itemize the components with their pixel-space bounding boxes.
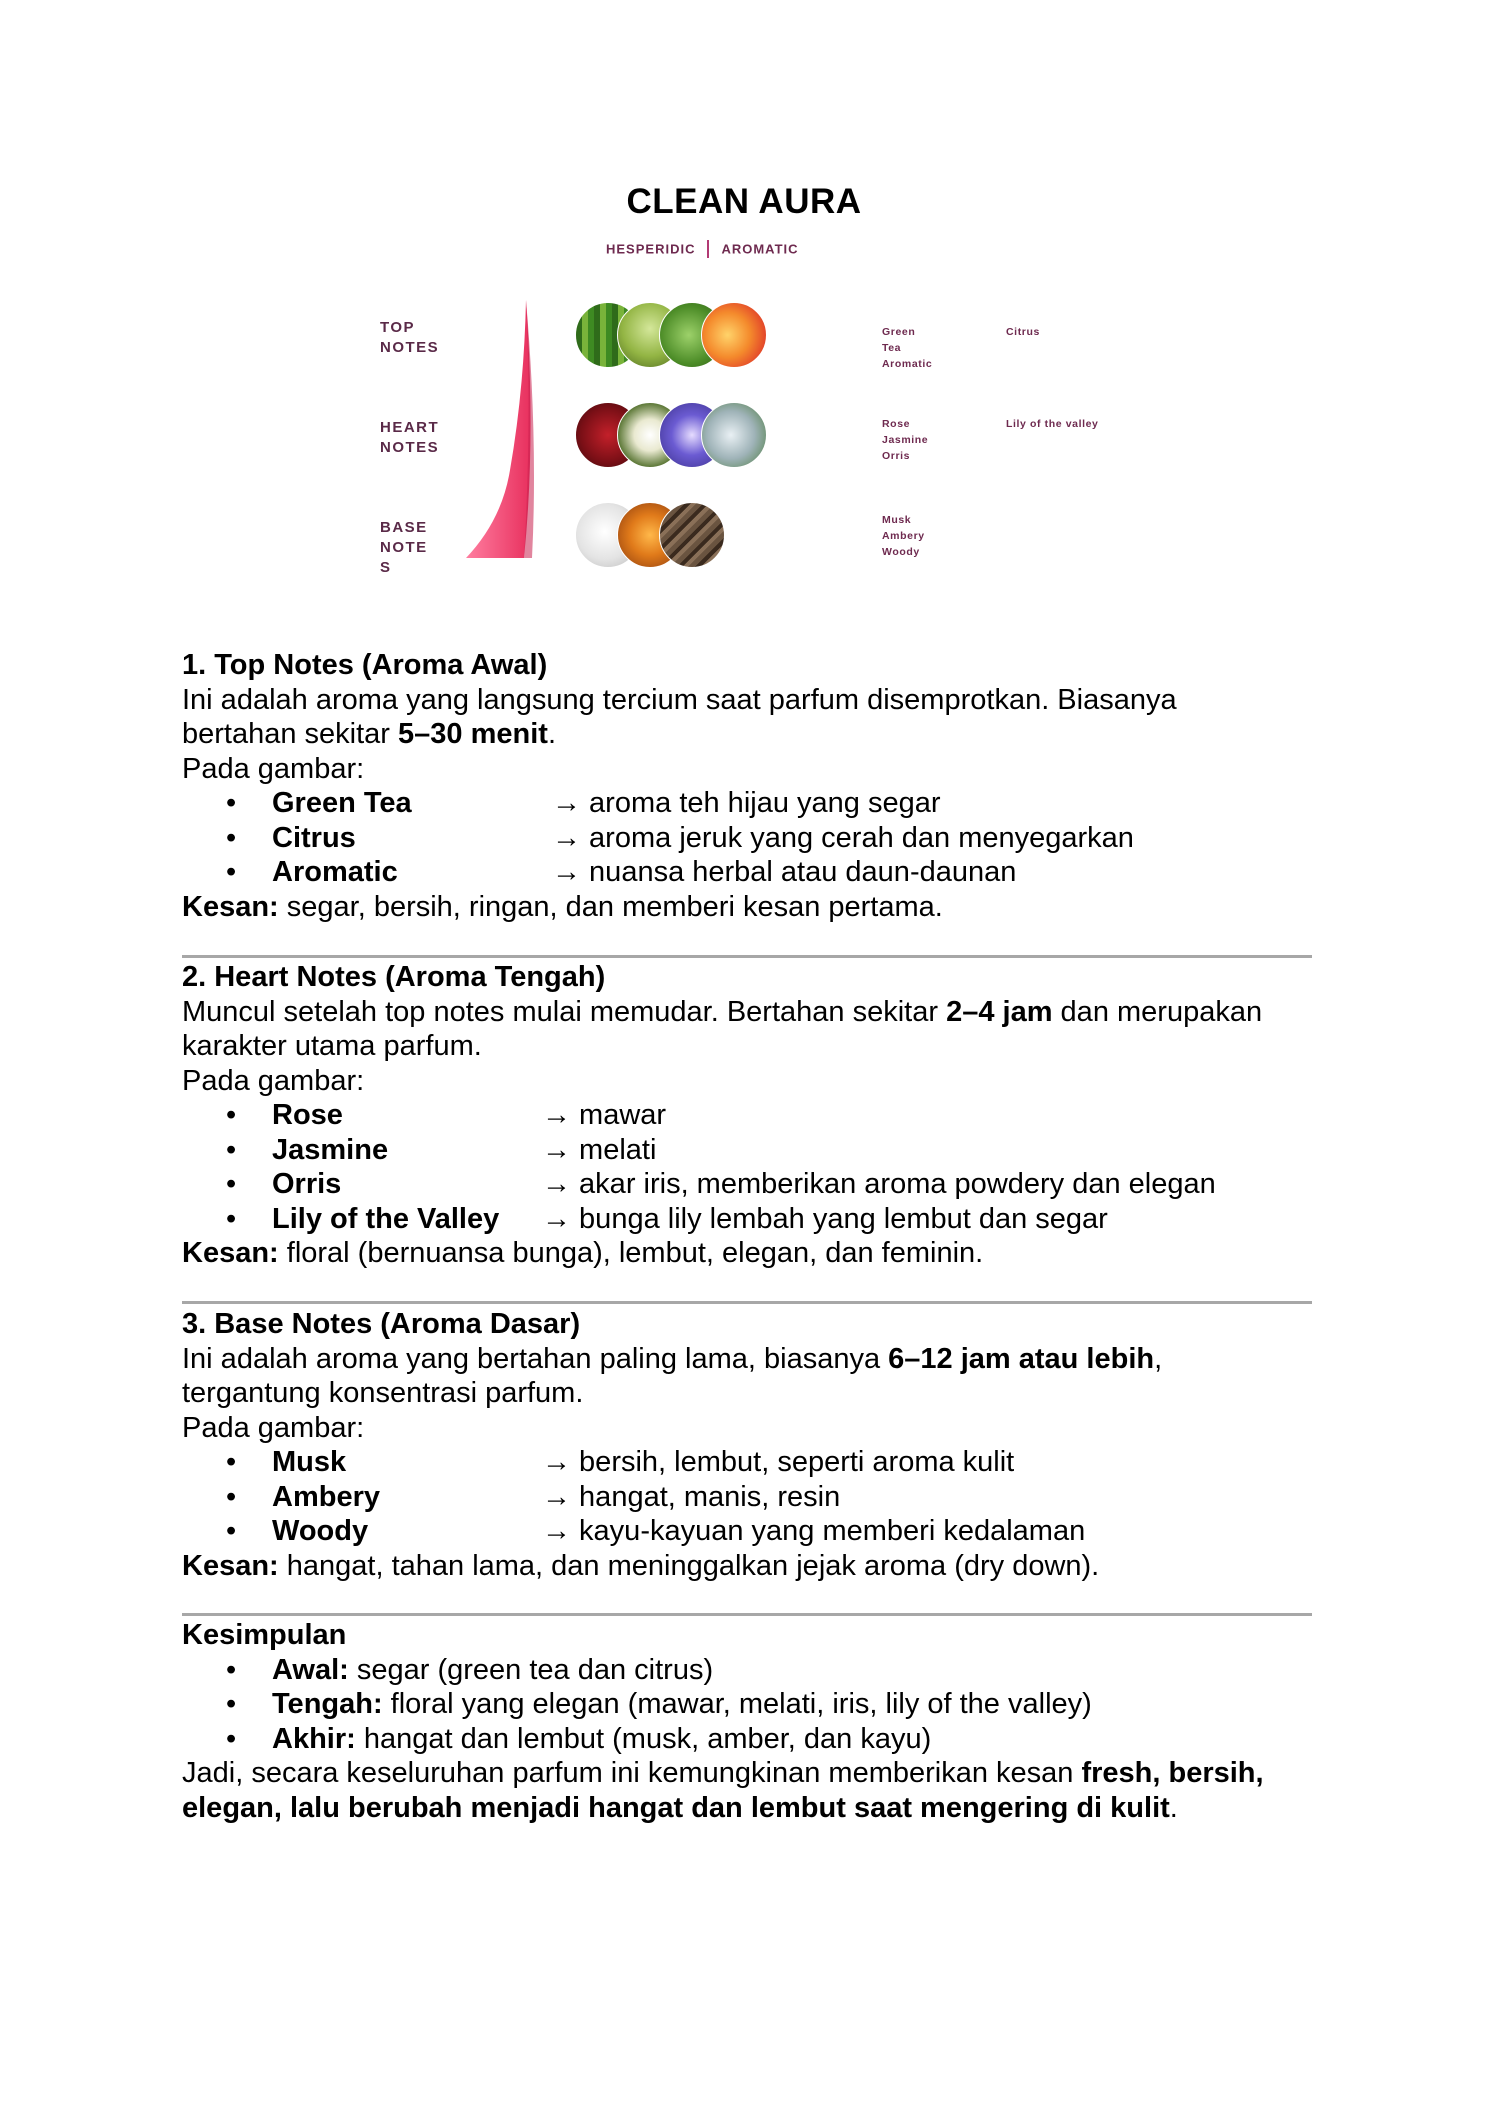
summary-list xyxy=(182,1653,1312,1757)
list-item: • Lily of the Valley → bunga lily lembah yang lembut dan segar xyxy=(182,1202,1312,1237)
section-intro-cont: tergantung konsentrasi parfum. xyxy=(182,1377,584,1409)
notes-list xyxy=(182,1098,1312,1236)
section-intro-cont: karakter utama parfum. xyxy=(182,1030,482,1062)
section-intro: Muncul setelah top notes mulai memudar. Bertahan sekitar 2–4 jam dan merupakan xyxy=(182,995,1263,1028)
section-summary xyxy=(182,1618,1312,1825)
lily-photo-icon xyxy=(701,402,767,468)
base-notes-col1: Musk Ambery Woody xyxy=(882,514,925,558)
family-aromatic: AROMATIC xyxy=(721,241,799,257)
section-top-notes xyxy=(182,648,1312,924)
pyramid-shape-icon xyxy=(466,300,546,560)
section-intro: Ini adalah aroma yang langsung tercium saat parfum disemprotkan. Biasanya xyxy=(182,683,1177,716)
section-intro-cont: bertahan sekitar 5–30 menit. xyxy=(182,718,556,750)
family-separator xyxy=(707,240,709,258)
list-item: • Jasmine → melati xyxy=(182,1133,1312,1168)
list-item: • Green Tea → aroma teh hijau yang segar xyxy=(182,786,1312,821)
list-item: • Musk → bersih, lembut, seperti aroma kulit xyxy=(182,1445,1312,1480)
base-notes-images xyxy=(575,502,725,568)
fragrance-pyramid-graphic xyxy=(370,240,1130,590)
tier-label-top: TOP NOTES xyxy=(380,319,440,356)
family-hesperidic: HESPERIDIC xyxy=(606,241,696,257)
citrus-slice-photo-icon xyxy=(701,302,767,368)
notes-list xyxy=(182,1445,1312,1549)
section-heading: 3. Base Notes (Aroma Dasar) xyxy=(182,1308,581,1340)
list-item: • Citrus → aroma jeruk yang cerah dan menyegarkan xyxy=(182,821,1312,856)
section-heading: 1. Top Notes (Aroma Awal) xyxy=(182,649,548,681)
heart-notes-col1: Rose Jasmine Orris xyxy=(882,418,929,462)
list-item: • Tengah: floral yang elegan (mawar, melati, iris, lily of the valley) xyxy=(182,1687,1312,1722)
section-heart-notes xyxy=(182,960,1312,1271)
kesan-line: Kesan: floral (bernuansa bunga), lembut, elegan, dan feminin. xyxy=(182,1237,984,1269)
tier-label-heart: HEART NOTES xyxy=(380,419,440,456)
section-base-notes xyxy=(182,1307,1312,1583)
top-notes-images xyxy=(575,302,765,368)
section-divider xyxy=(182,1613,1312,1616)
pada-gambar-label: Pada gambar: xyxy=(182,752,365,785)
heart-notes-col2: Lily of the valley xyxy=(1006,418,1099,430)
list-item: • Aromatic → nuansa herbal atau daun-daunan xyxy=(182,855,1312,890)
heart-notes-images xyxy=(575,402,765,468)
section-heading: 2. Heart Notes (Aroma Tengah) xyxy=(182,961,606,993)
summary-closing: Jadi, secara keseluruhan parfum ini kemungkinan memberikan kesan fresh, bersih, elegan, lalu berubah menjadi hangat dan lembut saat mengering di kulit. xyxy=(182,1757,1264,1824)
pada-gambar-label: Pada gambar: xyxy=(182,1064,365,1097)
list-item: • Orris → akar iris, memberikan aroma powdery dan elegan xyxy=(182,1167,1312,1202)
tier-label-base: BASE NOTE S xyxy=(380,519,428,576)
list-item: • Akhir: hangat dan lembut (musk, amber, dan kayu) xyxy=(182,1722,1312,1757)
section-intro: Ini adalah aroma yang bertahan paling lama, biasanya 6–12 jam atau lebih, xyxy=(182,1342,1163,1375)
notes-list xyxy=(182,786,1312,890)
top-notes-col2: Citrus xyxy=(1006,326,1040,338)
kesan-line: Kesan: hangat, tahan lama, dan meninggalkan jejak aroma (dry down). xyxy=(182,1549,1100,1582)
wood-grain-photo-icon xyxy=(659,502,725,568)
list-item: • Awal: segar (green tea dan citrus) xyxy=(182,1653,1312,1688)
kesan-line: Kesan: segar, bersih, ringan, dan memberi kesan pertama. xyxy=(182,890,943,923)
section-divider xyxy=(182,955,1312,958)
top-notes-col1: Green Tea Aromatic xyxy=(882,326,933,370)
page-title: CLEAN AURA xyxy=(626,182,862,221)
pada-gambar-label: Pada gambar: xyxy=(182,1411,365,1444)
section-divider xyxy=(182,1301,1312,1304)
list-item: • Rose → mawar xyxy=(182,1098,1312,1133)
fragrance-family-label xyxy=(606,240,799,258)
list-item: • Woody → kayu-kayuan yang memberi kedalaman xyxy=(182,1514,1312,1549)
summary-heading: Kesimpulan xyxy=(182,1619,347,1651)
list-item: • Ambery → hangat, manis, resin xyxy=(182,1480,1312,1515)
